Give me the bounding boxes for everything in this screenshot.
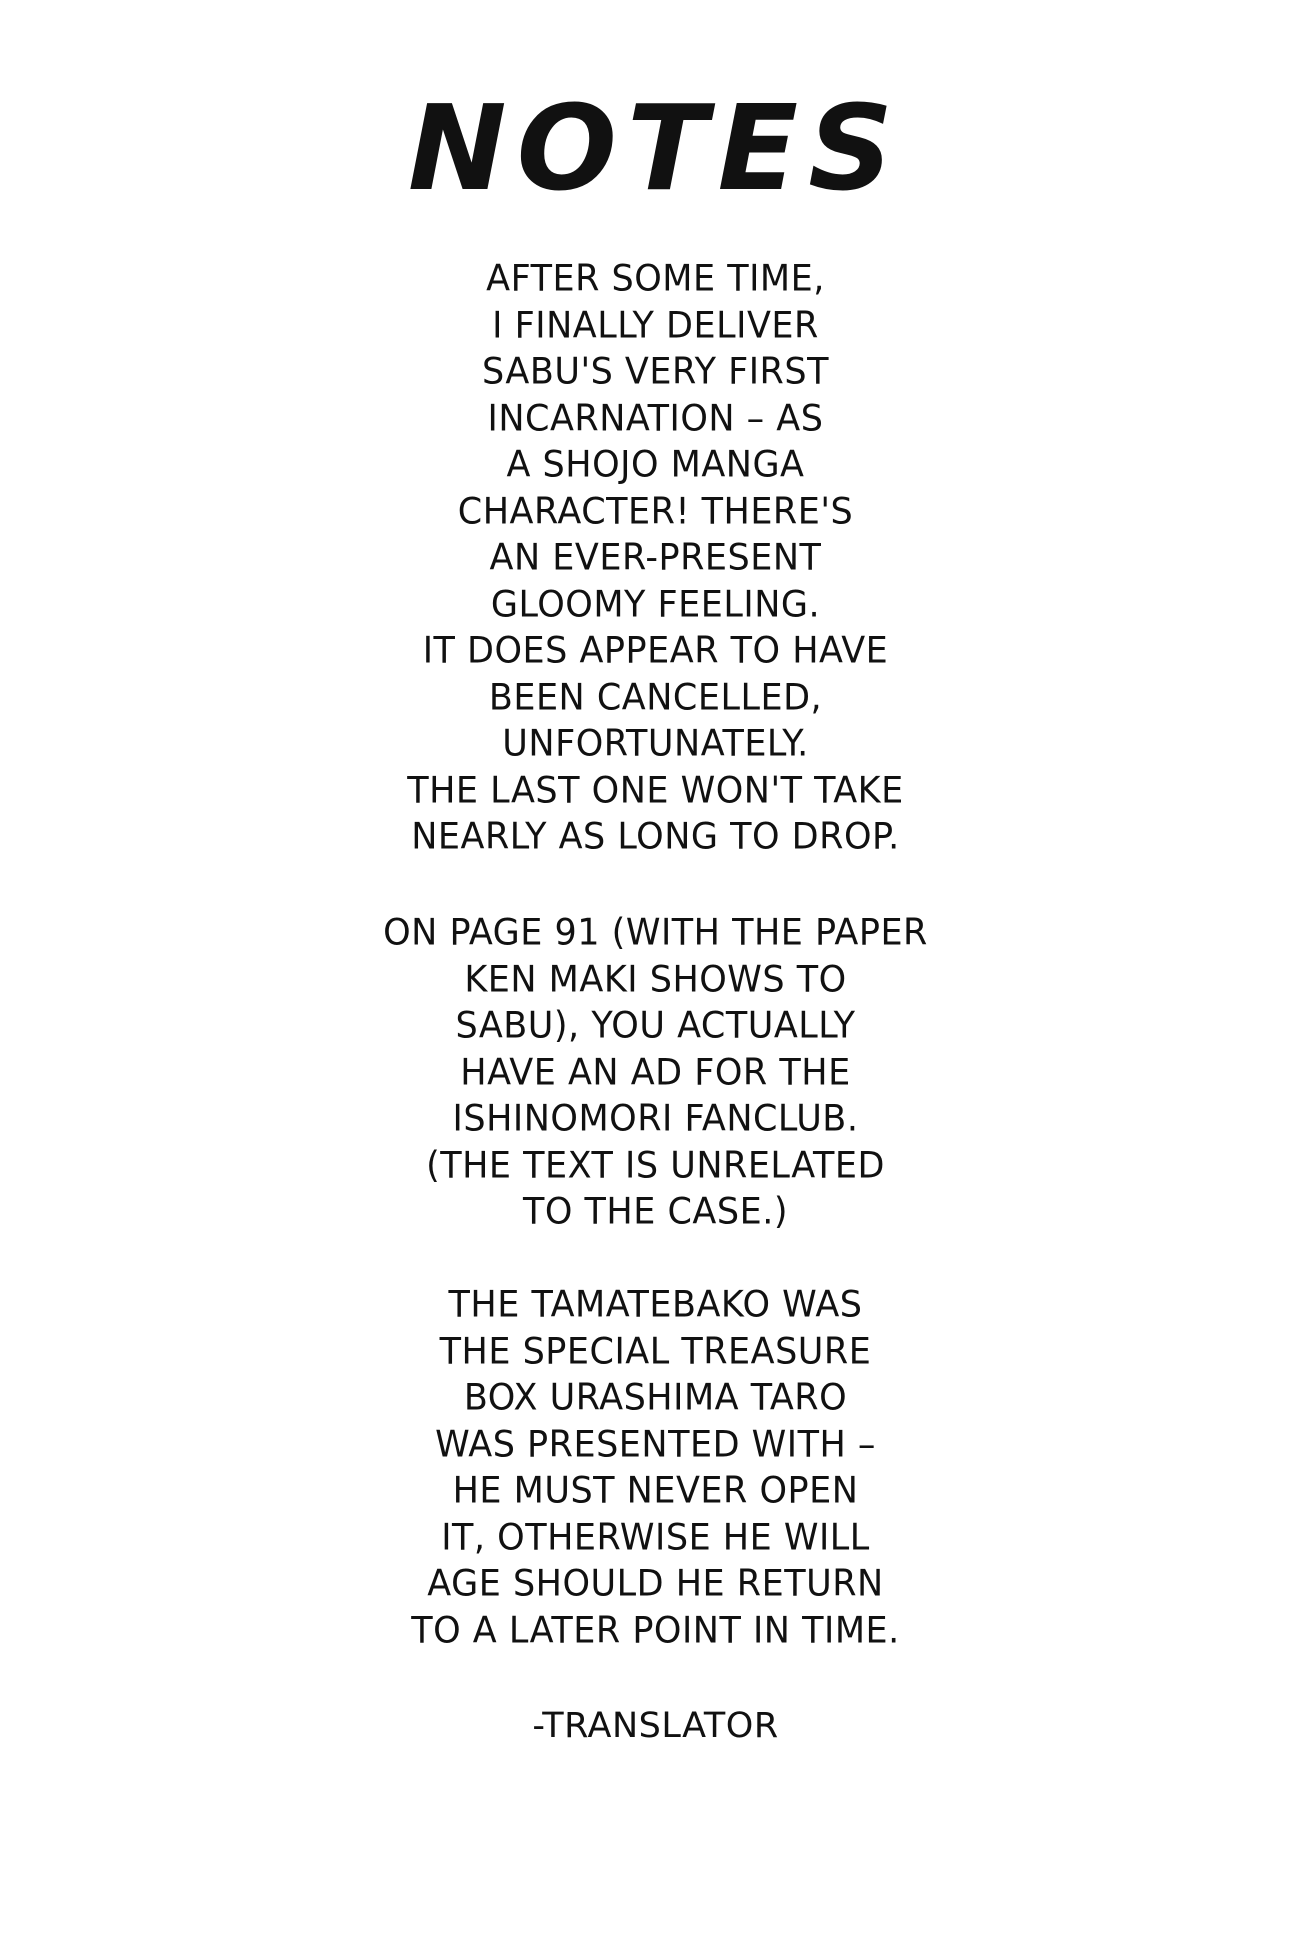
note-line: IT, OTHERWISE HE WILL: [441, 1516, 870, 1559]
note-line: HAVE AN AD FOR THE: [460, 1051, 851, 1094]
translator-signoff: -TRANSLATOR: [532, 1706, 779, 1746]
note-line: BOX URASHIMA TARO: [463, 1376, 848, 1419]
note-line: ON PAGE 91 (WITH THE PAPER: [383, 911, 928, 954]
note-paragraph: [0, 1282, 1311, 1654]
note-line: CHARACTER! THERE'S: [457, 490, 854, 533]
note-line: ISHINOMORI FANCLUB.: [452, 1097, 859, 1140]
note-line: SABU), YOU ACTUALLY: [455, 1004, 856, 1047]
note-line: THE TAMATEBAKO WAS: [448, 1283, 863, 1326]
note-paragraph: [0, 910, 1311, 1236]
note-line: BEEN CANCELLED,: [488, 676, 823, 719]
note-paragraph: [0, 256, 1311, 861]
note-line: TO THE CASE.): [523, 1190, 788, 1233]
note-line: INCARNATION – AS: [487, 397, 824, 440]
note-line: SABU'S VERY FIRST: [482, 350, 829, 393]
note-line: IT DOES APPEAR TO HAVE: [422, 629, 889, 672]
note-line: NEARLY AS LONG TO DROP.: [411, 815, 900, 858]
note-line: A SHOJO MANGA: [506, 443, 805, 486]
note-line: (THE TEXT IS UNRELATED: [426, 1144, 885, 1187]
note-line: AN EVER-PRESENT: [489, 536, 822, 579]
note-line: TO A LATER POINT IN TIME.: [411, 1609, 900, 1652]
note-line: KEN MAKI SHOWS TO: [464, 958, 847, 1001]
note-line: HE MUST NEVER OPEN: [452, 1469, 859, 1512]
note-line: UNFORTUNATELY.: [502, 722, 809, 765]
note-line: WAS PRESENTED WITH –: [435, 1423, 876, 1466]
note-line: THE SPECIAL TREASURE: [439, 1330, 872, 1373]
note-line: AGE SHOULD HE RETURN: [427, 1562, 884, 1605]
note-line: GLOOMY FEELING.: [490, 583, 821, 626]
note-line: I FINALLY DELIVER: [492, 304, 819, 347]
note-line: THE LAST ONE WON'T TAKE: [407, 769, 904, 812]
note-line: AFTER SOME TIME,: [486, 257, 825, 300]
page-title: NOTES: [407, 79, 904, 217]
